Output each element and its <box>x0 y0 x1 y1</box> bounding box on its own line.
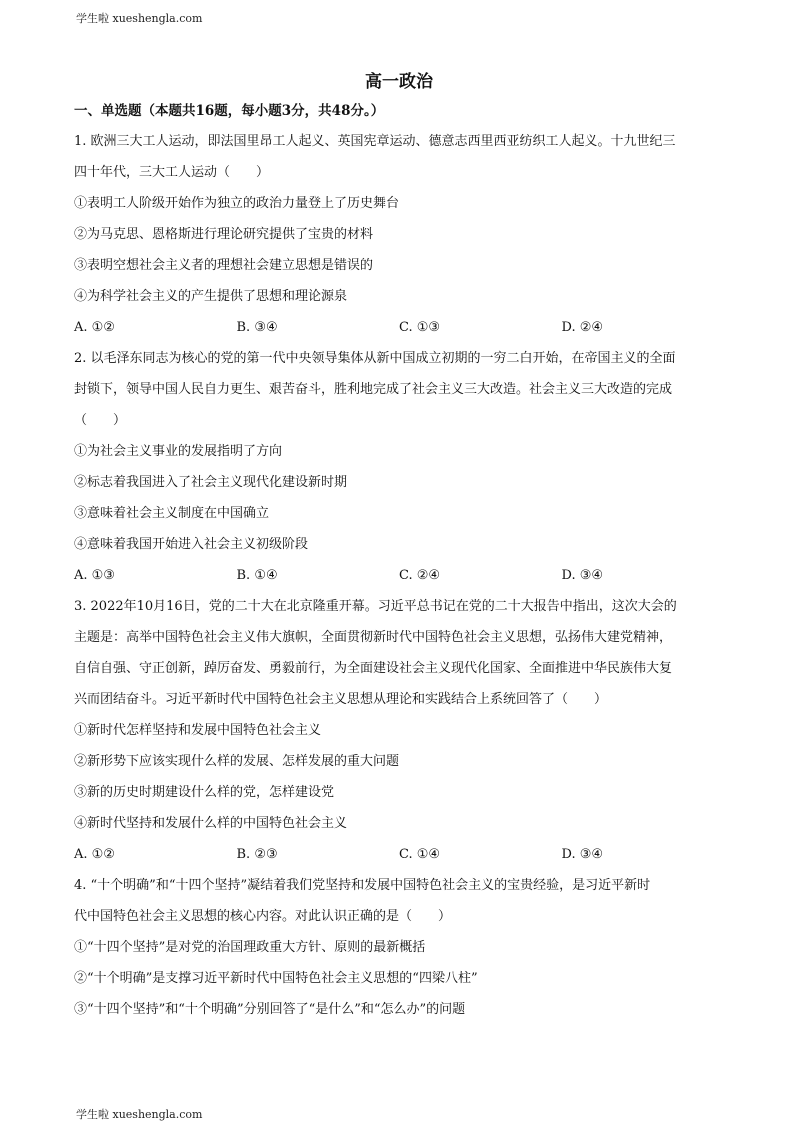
section-heading: 一、单选题（本题共16题，每小题3分，共48分。） <box>74 103 385 119</box>
question-stem-line: 自信自强、守正创新，踔厉奋发、勇毅前行，为全面建设社会主义现代化国家、全面推进中华民族伟大复 <box>74 661 673 676</box>
statement: ④新时代坚持和发展什么样的中国特色社会主义 <box>74 816 348 831</box>
statement: ③“十四个坚持”和“十个明确”分别回答了“是什么”和“怎么办”的问题 <box>74 1002 466 1017</box>
question-stem-line: 3. 2022年10月16日，党的二十大在北京隆重开幕。习近平总书记在党的二十大报告中指出，这次大会的 <box>74 599 677 614</box>
question-2 <box>74 343 724 591</box>
option-a[interactable]: A. ①③ <box>74 568 115 583</box>
statement: ②标志着我国进入了社会主义现代化建设新时期 <box>74 475 348 490</box>
question-stem-line: 2. 以毛泽东同志为核心的党的第一代中央领导集体从新中国成立初期的一穷二白开始，在帝国主义的全面 <box>74 351 676 366</box>
footer-watermark: 学生啦 xueshengla.com <box>76 1108 203 1121</box>
question-stem-line: 四十年代，三大工人运动（ ） <box>74 165 270 180</box>
statement: ①新时代怎样坚持和发展中国特色社会主义 <box>74 723 322 738</box>
option-d[interactable]: D. ③④ <box>561 568 604 583</box>
option-c[interactable]: C. ①④ <box>399 847 441 862</box>
page-title: 高一政治 <box>365 72 433 92</box>
question-stem-line: （ ） <box>74 413 127 428</box>
option-b[interactable]: B. ③④ <box>236 320 278 335</box>
answer-options <box>74 839 724 870</box>
statement: ③意味着社会主义制度在中国确立 <box>74 506 270 521</box>
question-stem-line: 兴而团结奋斗。习近平新时代中国特色社会主义思想从理论和实践结合上系统回答了（ ） <box>74 692 608 707</box>
exam-page <box>74 70 724 1025</box>
statement: ②“十个明确”是支撑习近平新时代中国特色社会主义思想的“四梁八柱” <box>74 971 478 986</box>
question-stem-line: 封锁下，领导中国人民自力更生、艰苦奋斗，胜利地完成了社会主义三大改造。社会主义三大改造的完成 <box>74 382 673 397</box>
question-stem-line: 主题是：高举中国特色社会主义伟大旗帜，全面贯彻新时代中国特色社会主义思想，弘扬伟大建党精神， <box>74 630 673 645</box>
option-c[interactable]: C. ①③ <box>399 320 441 335</box>
question-3 <box>74 591 724 870</box>
statement: ③新的历史时期建设什么样的党，怎样建设党 <box>74 785 335 800</box>
option-a[interactable]: A. ①② <box>74 320 115 335</box>
option-b[interactable]: B. ②③ <box>236 847 278 862</box>
question-stem-line: 1. 欧洲三大工人运动，即法国里昂工人起义、英国宪章运动、德意志西里西亚纺织工人起义。十九世纪三 <box>74 134 676 149</box>
option-d[interactable]: D. ②④ <box>561 320 604 335</box>
option-a[interactable]: A. ①② <box>74 847 115 862</box>
statement: ④意味着我国开始进入社会主义初级阶段 <box>74 537 309 552</box>
question-1 <box>74 126 724 343</box>
statement: ③表明空想社会主义者的理想社会建立思想是错误的 <box>74 258 374 273</box>
statement: ②为马克思、恩格斯进行理论研究提供了宝贵的材料 <box>74 227 374 242</box>
statement: ①“十四个坚持”是对党的治国理政重大方针、原则的最新概括 <box>74 940 426 955</box>
option-d[interactable]: D. ③④ <box>561 847 604 862</box>
question-stem-line: 代中国特色社会主义思想的核心内容。对此认识正确的是（ ） <box>74 909 452 924</box>
answer-options <box>74 560 724 591</box>
question-stem-line: 4. “十个明确”和“十四个坚持”凝结着我们党坚持和发展中国特色社会主义的宝贵经验，是习近平新时 <box>74 878 651 893</box>
option-c[interactable]: C. ②④ <box>399 568 441 583</box>
question-4 <box>74 870 724 1025</box>
statement: ①表明工人阶级开始作为独立的政治力量登上了历史舞台 <box>74 196 400 211</box>
statement: ②新形势下应该实现什么样的发展、怎样发展的重大问题 <box>74 754 400 769</box>
option-b[interactable]: B. ①④ <box>236 568 278 583</box>
statement: ④为科学社会主义的产生提供了思想和理论源泉 <box>74 289 348 304</box>
statement: ①为社会主义事业的发展指明了方向 <box>74 444 283 459</box>
answer-options <box>74 312 724 343</box>
header-watermark: 学生啦 xueshengla.com <box>76 12 203 25</box>
